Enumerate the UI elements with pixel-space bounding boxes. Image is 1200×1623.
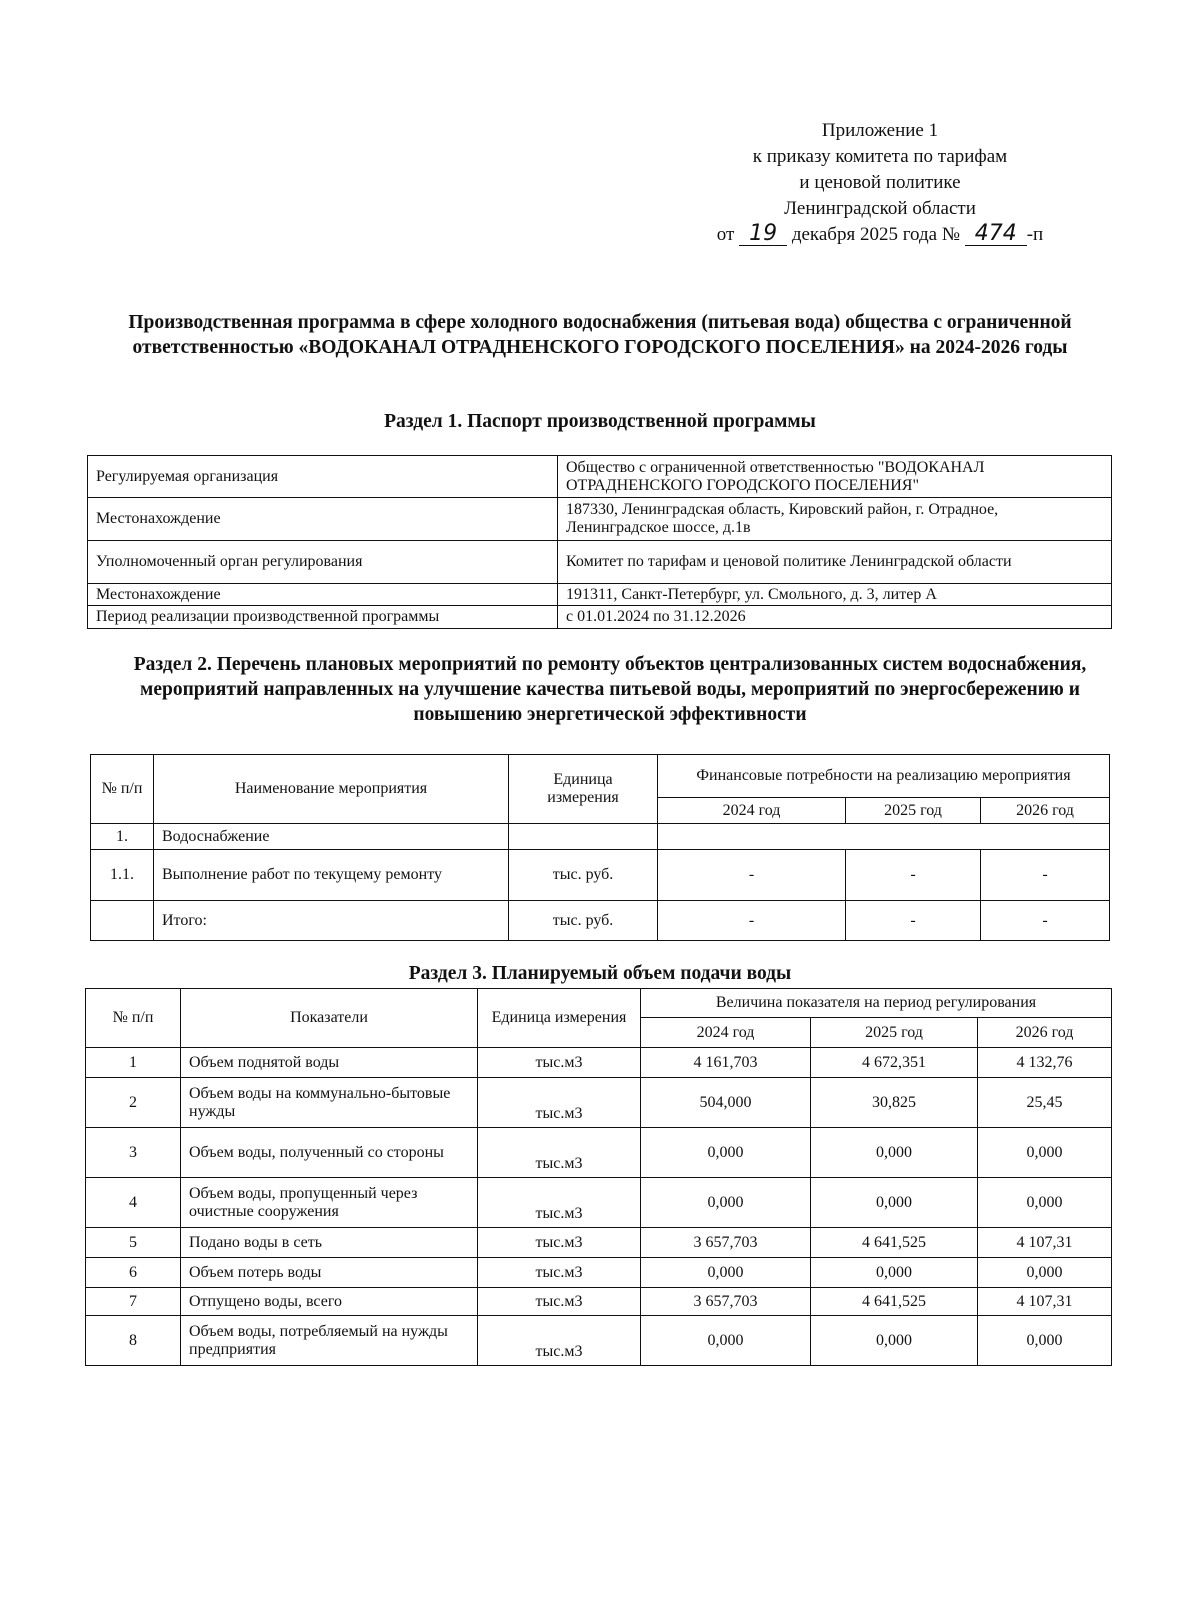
passport-label: Регулируемая организация <box>88 456 558 498</box>
passport-value: 187330, Ленинградская область, Кировский район, г. Отрадное, Ленинградское шоссе, д.1в <box>558 498 1112 541</box>
value-2024: 0,000 <box>641 1258 811 1288</box>
value-2024: 3 657,703 <box>641 1288 811 1316</box>
indicator-name: Подано воды в сеть <box>181 1228 478 1258</box>
table-row <box>91 824 1110 850</box>
value-2025: 0,000 <box>811 1178 978 1228</box>
indicator-name: Объем потерь воды <box>181 1258 478 1288</box>
value-2024: - <box>658 850 846 901</box>
header-num: № п/п <box>86 989 181 1048</box>
value-2025: - <box>846 901 981 941</box>
value-2026: 0,000 <box>978 1316 1112 1366</box>
table-row <box>86 1258 1112 1288</box>
passport-value: Общество с ограниченной ответственностью "ВОДОКАНАЛ ОТРАДНЕНСКОГО ГОРОДСКОГО ПОСЕЛЕНИЯ" <box>558 456 1112 498</box>
header-name: Наименование мероприятия <box>154 755 509 824</box>
row-num: 2 <box>86 1078 181 1128</box>
unit: тыс.м3 <box>478 1048 641 1078</box>
appendix-line: Ленинградской области <box>784 198 976 219</box>
unit: тыс.м3 <box>478 1258 641 1288</box>
value-2024: - <box>658 901 846 941</box>
value-2025: 4 641,525 <box>811 1228 978 1258</box>
value-2025: 4 672,351 <box>811 1048 978 1078</box>
order-date-line <box>640 222 1120 248</box>
passport-table <box>87 455 1112 629</box>
handwritten-day: 19 <box>739 223 787 246</box>
document-title: Производственная программа в сфере холодного водоснабжения (питьевая вода) общества с ограниченной ответственностью «ВОДОКАНАЛ ОТРАДНЕНСКОГО ГОРОДСКОГО ПОСЕЛЕНИЯ» на 2024-2026 годы <box>128 312 1072 358</box>
value-2026: 0,000 <box>978 1178 1112 1228</box>
measure-name: Выполнение работ по текущему ремонту <box>154 850 509 901</box>
header-2026: 2026 год <box>978 1018 1112 1048</box>
table-row <box>88 498 1112 541</box>
header-2024: 2024 год <box>641 1018 811 1048</box>
unit: тыс. руб. <box>509 901 658 941</box>
value-2024: 0,000 <box>641 1128 811 1178</box>
passport-label: Местонахождение <box>88 584 558 606</box>
date-text: декабря 2025 года № <box>791 224 960 245</box>
value-2024: 0,000 <box>641 1178 811 1228</box>
table-row <box>86 1228 1112 1258</box>
value-2026: 4 107,31 <box>978 1228 1112 1258</box>
value-2025: 0,000 <box>811 1258 978 1288</box>
table-row <box>88 584 1112 606</box>
header-financial-needs: Финансовые потребности на реализацию мероприятия <box>658 755 1110 798</box>
unit <box>509 824 658 850</box>
value-2024 <box>658 824 1110 850</box>
appendix-line: к приказу комитета по тарифам <box>752 146 1008 167</box>
passport-value: Комитет по тарифам и ценовой политике Ленинградской области <box>558 541 1112 584</box>
row-num <box>91 901 154 941</box>
unit: тыс.м3 <box>478 1288 641 1316</box>
value-2024: 504,000 <box>641 1078 811 1128</box>
appendix-header <box>640 118 1120 248</box>
measure-name: Водоснабжение <box>154 824 509 850</box>
measures-table <box>90 754 1110 941</box>
unit: тыс.м3 <box>478 1316 641 1366</box>
row-num: 8 <box>86 1316 181 1366</box>
table-row <box>86 1316 1112 1366</box>
row-num: 3 <box>86 1128 181 1178</box>
value-2026: - <box>981 901 1110 941</box>
value-2025: 4 641,525 <box>811 1288 978 1316</box>
header-2024: 2024 год <box>658 798 846 824</box>
row-num: 1.1. <box>91 850 154 901</box>
row-num: 6 <box>86 1258 181 1288</box>
appendix-line: Приложение 1 <box>821 120 939 141</box>
table-row <box>86 1128 1112 1178</box>
header-2025: 2025 год <box>811 1018 978 1048</box>
unit: тыс.м3 <box>478 1228 641 1258</box>
passport-label: Местонахождение <box>88 498 558 541</box>
indicator-name: Объем воды на коммунально-бытовые нужды <box>181 1078 478 1128</box>
passport-label: Уполномоченный орган регулирования <box>88 541 558 584</box>
row-num: 5 <box>86 1228 181 1258</box>
table-row <box>91 850 1110 901</box>
appendix-line: и ценовой политике <box>799 172 961 193</box>
row-num: 4 <box>86 1178 181 1228</box>
value-2024: 0,000 <box>641 1316 811 1366</box>
table-row <box>86 1288 1112 1316</box>
header-num: № п/п <box>91 755 154 824</box>
row-num: 1 <box>86 1048 181 1078</box>
table-row <box>86 1048 1112 1078</box>
passport-value: с 01.01.2024 по 31.12.2026 <box>558 606 1112 629</box>
row-num: 1. <box>91 824 154 850</box>
indicator-name: Объем воды, потребляемый на нужды предприятия <box>181 1316 478 1366</box>
water-volume-table <box>85 988 1112 1366</box>
handwritten-number: 474 <box>965 223 1027 246</box>
section2-heading: Раздел 2. Перечень плановых мероприятий по ремонту объектов централизованных систем водоснабжения, мероприятий направленных на улучшение качества питьевой воды, мероприятий по энергосбережению и повышению энергетической эффективности <box>133 654 1087 725</box>
indicator-name: Отпущено воды, всего <box>181 1288 478 1316</box>
table-row <box>88 456 1112 498</box>
value-2024: 3 657,703 <box>641 1228 811 1258</box>
header-2025: 2025 год <box>846 798 981 824</box>
unit: тыс.м3 <box>478 1178 641 1228</box>
header-2026: 2026 год <box>981 798 1110 824</box>
passport-label: Период реализации производственной программы <box>88 606 558 629</box>
value-2026: 25,45 <box>978 1078 1112 1128</box>
table-row <box>86 1078 1112 1128</box>
section1-heading: Раздел 1. Паспорт производственной программы <box>384 411 816 432</box>
value-2025: 30,825 <box>811 1078 978 1128</box>
section3-heading: Раздел 3. Планируемый объем подачи воды <box>408 963 792 984</box>
value-2025: - <box>846 850 981 901</box>
value-2026: 4 132,76 <box>978 1048 1112 1078</box>
value-2025: 0,000 <box>811 1128 978 1178</box>
header-indicators: Показатели <box>181 989 478 1048</box>
header-unit: Единица измерения <box>478 989 641 1048</box>
date-prefix: от <box>716 224 735 245</box>
value-2024: 4 161,703 <box>641 1048 811 1078</box>
value-2025: 0,000 <box>811 1316 978 1366</box>
value-2026: 0,000 <box>978 1128 1112 1178</box>
row-num: 7 <box>86 1288 181 1316</box>
passport-value: 191311, Санкт-Петербург, ул. Смольного, д. 3, литер А <box>558 584 1112 606</box>
header-unit: Единица измерения <box>509 755 658 824</box>
number-suffix: -п <box>1026 224 1044 245</box>
unit: тыс. руб. <box>509 850 658 901</box>
header-period: Величина показателя на период регулирования <box>641 989 1112 1018</box>
unit: тыс.м3 <box>478 1078 641 1128</box>
value-2026: 0,000 <box>978 1258 1112 1288</box>
value-2026: - <box>981 850 1110 901</box>
unit: тыс.м3 <box>478 1128 641 1178</box>
table-row <box>88 541 1112 584</box>
value-2026: 4 107,31 <box>978 1288 1112 1316</box>
indicator-name: Объем воды, полученный со стороны <box>181 1128 478 1178</box>
table-row <box>88 606 1112 629</box>
indicator-name: Объем воды, пропущенный через очистные сооружения <box>181 1178 478 1228</box>
table-row <box>91 901 1110 941</box>
table-row <box>86 1178 1112 1228</box>
indicator-name: Объем поднятой воды <box>181 1048 478 1078</box>
measure-name: Итого: <box>154 901 509 941</box>
